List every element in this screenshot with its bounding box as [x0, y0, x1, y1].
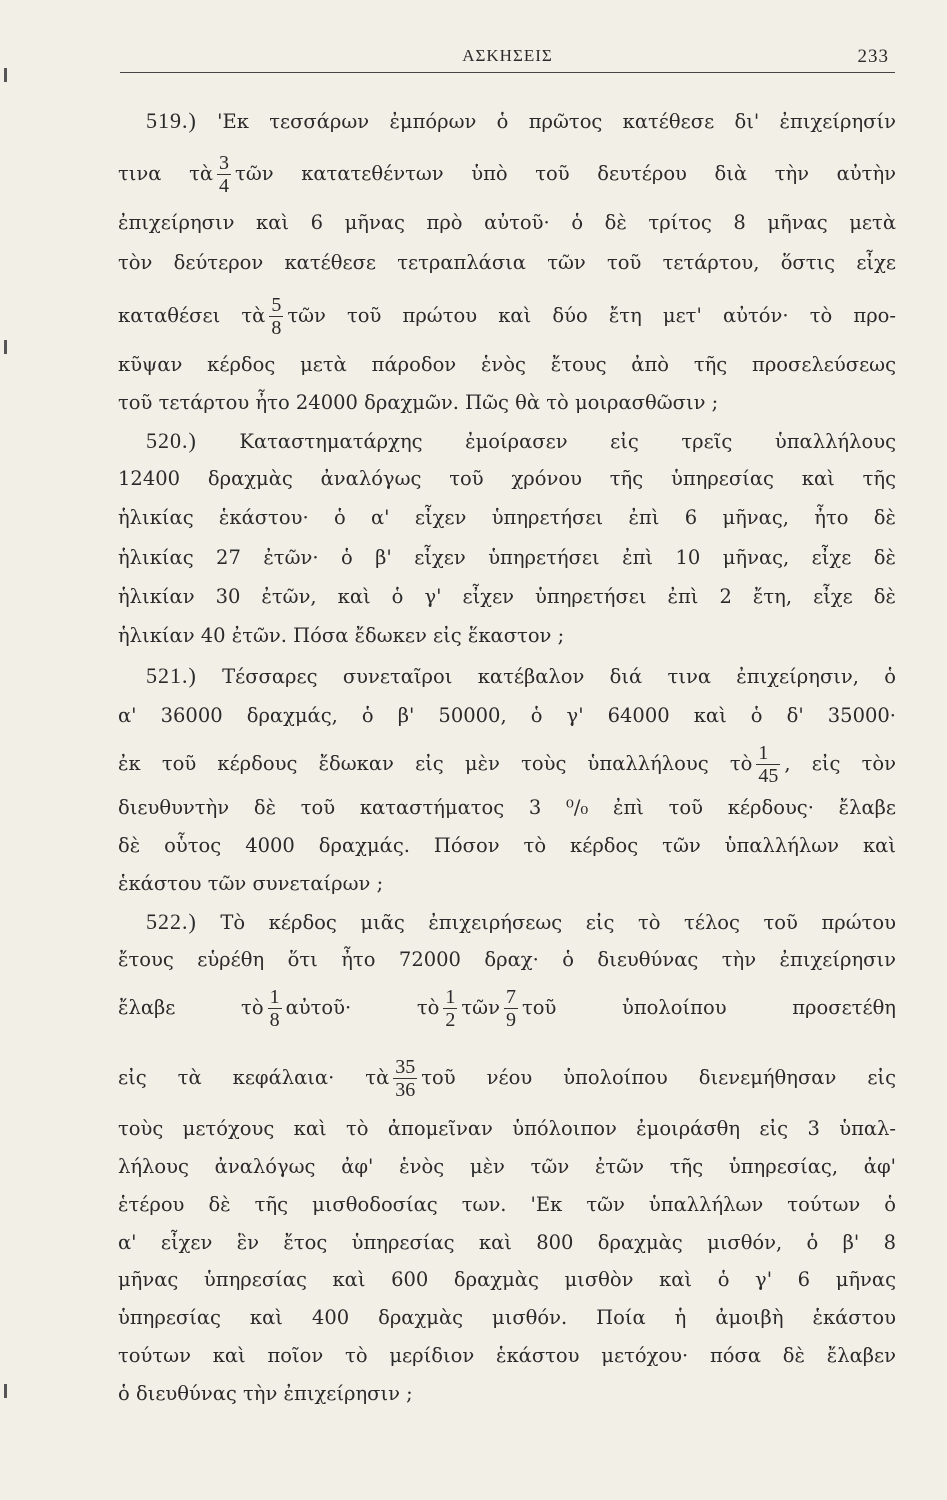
fraction: $\frac{1}{2}$: [445, 986, 456, 1031]
exercise-522-line: α' εἶχεν ἓν ἔτος ὑπηρεσίας καὶ 800 δραχμὰς μισθόν, ὁ β' 8: [118, 1231, 896, 1254]
exercise-number: 519.): [146, 108, 197, 133]
exercise-522-line: εἰς τὰ κεφάλαια· τὰ $\frac{35}{36}$ τοῦ νέου ὑπολοίπου διενεμήθησαν εἰς: [118, 1056, 896, 1101]
margin-mark: [4, 68, 7, 82]
exercise-519-line: κῦψαν κέρδος μετὰ πάροδον ἑνὸς ἔτους ἀπὸ τῆς προσελεύσεως: [118, 353, 896, 376]
exercise-521-line: ἐκ τοῦ κέρδους ἔδωκαν εἰς μὲν τοὺς ὑπαλλήλους τὸ $\frac{1}{45}$ , εἰς τὸν: [118, 742, 896, 787]
exercise-522-line: τούτων καὶ ποῖον τὸ μερίδιον ἑκάστου μετόχου· πόσα δὲ ἔλαβεν: [118, 1344, 896, 1367]
exercise-521-line: διευθυντὴν δὲ τοῦ καταστήματος 3 ⁰/₀ ἐπὶ τοῦ κέρδους· ἔλαβε: [118, 796, 896, 819]
exercise-522-line: ἔτους εὑρέθη ὅτι ἦτο 72000 δραχ· ὁ διευθύνας τὴν ἐπιχείρησιν: [118, 948, 896, 971]
exercise-520-line: ἡλικίαν 40 ἐτῶν. Πόσα ἔδωκεν εἰς ἕκαστον ;: [118, 624, 565, 647]
exercise-520-line: ἡλικίαν 30 ἐτῶν, καὶ ὁ γ' εἶχεν ὑπηρετήσει ἐπὶ 2 ἔτη, εἶχε δὲ: [118, 585, 896, 608]
margin-mark: [4, 1384, 7, 1398]
exercise-number: 521.): [146, 663, 197, 688]
exercise-519-line: 519.) 'Εκ τεσσάρων ἐμπόρων ὁ πρῶτος κατέθεσε δι' ἐπιχείρησίν: [146, 108, 896, 133]
percent-sign: ⁰/₀: [566, 796, 589, 819]
exercise-number: 520.): [146, 428, 197, 453]
exercise-519-line: ἐπιχείρησιν καὶ 6 μῆνας πρὸ αὐτοῦ· ὁ δὲ τρίτος 8 μῆνας μετὰ: [118, 211, 896, 234]
exercise-519-line: τινα τὰ $\frac{3}{4}$ τῶν κατατεθέντων ὑπὸ τοῦ δευτέρου διὰ τὴν αὐτὴν: [118, 152, 896, 197]
running-title: ΑΣΚΗΣΕΙΣ: [462, 46, 553, 65]
exercise-522-line: ἑτέρου δὲ τῆς μισθοδοσίας των. 'Εκ τῶν ὑπαλλήλων τούτων ὁ: [118, 1193, 896, 1216]
exercise-522-line: ὁ διευθύνας τὴν ἐπιχείρησιν ;: [118, 1382, 413, 1405]
exercise-number: 522.): [146, 909, 197, 934]
exercise-520-line: ἡλικίας ἑκάστου· ὁ α' εἶχεν ὑπηρετήσει ἐπὶ 6 μῆνας, ἦτο δὲ: [118, 506, 896, 529]
exercise-519-line: τὸν δεύτερον κατέθεσε τετραπλάσια τῶν τοῦ τετάρτου, ὅστις εἶχε: [118, 251, 896, 274]
exercise-520-line: 520.) Καταστηματάρχης ἐμοίρασεν εἰς τρεῖς ὑπαλλήλους: [146, 428, 896, 453]
fraction: $\frac{1}{8}$: [269, 986, 280, 1031]
exercise-522-line: 522.) Τὸ κέρδος μιᾶς ἐπιχειρήσεως εἰς τὸ τέλος τοῦ πρώτου: [146, 909, 896, 934]
fraction: $\frac{35}{36}$: [395, 1056, 416, 1101]
exercise-521-line: α' 36000 δραχμάς, ὁ β' 50000, ὁ γ' 64000 καὶ ὁ δ' 35000·: [118, 704, 896, 727]
fraction: $\frac{3}{4}$: [219, 152, 230, 197]
fraction: $\frac{7}{9}$: [505, 986, 516, 1031]
exercise-520-line: ἡλικίας 27 ἐτῶν· ὁ β' εἶχεν ὑπηρετήσει ἐπὶ 10 μῆνας, εἶχε δὲ: [118, 546, 896, 569]
exercise-522-line: τοὺς μετόχους καὶ τὸ ἀπομεῖναν ὑπόλοιπον ἐμοιράσθη εἰς 3 ὑπαλ-: [118, 1117, 896, 1140]
page-number: 233: [857, 46, 889, 67]
exercise-520-line: 12400 δραχμὰς ἀναλόγως τοῦ χρόνου τῆς ὑπηρεσίας καὶ τῆς: [118, 467, 896, 490]
exercise-522-line: ἔλαβε τὸ $\frac{1}{8}$ αὐτοῦ· τὸ $\frac{1}{2}$ τῶν $\frac{7}{9}$ τοῦ ὑπολοίπου προσετέθη: [118, 986, 896, 1031]
exercise-522-line: μῆνας ὑπηρεσίας καὶ 600 δραχμὰς μισθὸν καὶ ὁ γ' 6 μῆνας: [118, 1268, 896, 1291]
exercise-521-line: δὲ οὗτος 4000 δραχμάς. Πόσον τὸ κέρδος τῶν ὑπαλλήλων καὶ: [118, 834, 896, 857]
exercise-521-line: ἑκάστου τῶν συνεταίρων ;: [118, 872, 384, 895]
fraction: $\frac{1}{45}$: [758, 742, 779, 787]
page-header: [120, 46, 895, 73]
exercise-519-line: καταθέσει τὰ $\frac{5}{8}$ τῶν τοῦ πρώτου καὶ δύο ἔτη μετ' αὐτόν· τὸ προ-: [118, 294, 896, 339]
exercise-522-line: ὑπηρεσίας καὶ 400 δραχμὰς μισθόν. Ποία ἡ ἀμοιβὴ ἑκάστου: [118, 1306, 896, 1329]
fraction: $\frac{5}{8}$: [271, 294, 282, 339]
margin-mark: [4, 340, 7, 354]
exercise-519-line: τοῦ τετάρτου ἦτο 24000 δραχμῶν. Πῶς θὰ τὸ μοιρασθῶσιν ;: [118, 391, 719, 414]
exercise-521-line: 521.) Τέσσαρες συνεταῖροι κατέβαλον διά τινα ἐπιχείρησιν, ὁ: [146, 663, 896, 688]
exercise-522-line: λήλους ἀναλόγως ἀφ' ἑνὸς μὲν τῶν ἐτῶν τῆς ὑπηρεσίας, ἀφ': [118, 1155, 896, 1178]
